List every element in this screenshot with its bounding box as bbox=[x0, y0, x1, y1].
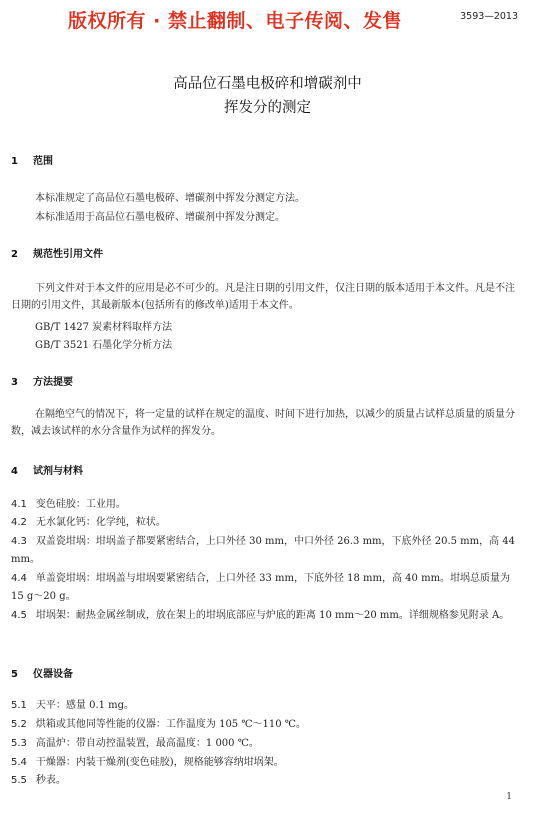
equipment-item bbox=[11, 754, 523, 772]
section-number: 5 bbox=[11, 669, 18, 680]
material-item bbox=[11, 496, 523, 514]
section-3-heading bbox=[11, 373, 73, 388]
item-text: 双盖瓷坩埚：坩埚盖子都要紧密结合，上口外径 30 mm，中口外径 26.3 mm，下底外径 20.5 mm，高 44 mm。 bbox=[11, 536, 516, 565]
section-2-heading bbox=[11, 245, 103, 260]
item-number: 4.2 bbox=[11, 517, 27, 528]
item-number: 4.1 bbox=[11, 499, 27, 510]
material-item bbox=[11, 514, 523, 532]
item-text: 高温炉：带自动控温装置，最高温度：1 000 ℃。 bbox=[35, 738, 259, 749]
section-1-heading bbox=[11, 152, 53, 167]
item-number: 5.5 bbox=[11, 775, 27, 786]
document-title-line-1: 高品位石墨电极碎和增碳剂中 bbox=[173, 76, 362, 92]
item-number: 5.1 bbox=[11, 700, 27, 711]
item-text: 干燥器：内装干燥剂(变色硅胶)，规格能够容纳坩埚架。 bbox=[35, 757, 284, 768]
watermark-banner: 版权所有 · 禁止翻制、电子传阅、发售 bbox=[68, 10, 402, 32]
section-title: 方法提要 bbox=[33, 377, 73, 388]
item-text: 坩埚架：耐热金属丝制成，放在架上的坩埚底部应与炉底的距离 10 mm～20 mm。详细规格参见附录 A。 bbox=[35, 610, 510, 621]
equipment-item bbox=[11, 735, 523, 753]
item-number: 5.3 bbox=[11, 738, 27, 749]
equipment-item bbox=[11, 772, 523, 790]
item-number: 4.4 bbox=[11, 573, 27, 584]
reference-item: GB/T 1427 炭素材料取样方法 bbox=[35, 322, 173, 333]
scope-paragraph-2: 本标准适用于高品位石墨电极碎、增碳剂中挥发分测定。 bbox=[35, 212, 285, 223]
section-title: 规范性引用文件 bbox=[33, 249, 103, 260]
equipment-item bbox=[11, 697, 523, 715]
section-number: 1 bbox=[11, 156, 18, 167]
section-title: 仪器设备 bbox=[33, 669, 73, 680]
scope-paragraph-1: 本标准规定了高品位石墨电极碎、增碳剂中挥发分测定方法。 bbox=[35, 193, 305, 204]
item-text: 单盖瓷坩埚：坩埚盖与坩埚要紧密结合，上口外径 33 mm，下底外径 18 mm，高 40 mm。坩埚总质量为 15 g～20 g。 bbox=[11, 573, 511, 602]
section-number: 4 bbox=[11, 466, 18, 477]
standard-number: 3593—2013 bbox=[460, 11, 518, 22]
page-number: 1 bbox=[506, 792, 512, 802]
material-item bbox=[11, 533, 523, 569]
item-text: 烘箱或其他同等性能的仪器：工作温度为 105 ℃～110 ℃。 bbox=[35, 719, 306, 730]
item-number: 5.4 bbox=[11, 757, 27, 768]
principle-paragraph: 在隔绝空气的情况下，将一定量的试样在规定的温度、时间下进行加热，以减少的质量占试样总质量的质量分数，减去该试样的水分含量作为试样的挥发分。 bbox=[11, 409, 515, 437]
item-text: 天平：感量 0.1 mg。 bbox=[35, 700, 135, 711]
item-text: 秒表。 bbox=[35, 775, 66, 786]
item-number: 5.2 bbox=[11, 719, 27, 730]
section-number: 3 bbox=[11, 377, 18, 388]
references-intro: 下列文件对于本文件的应用是必不可少的。凡是注日期的引用文件，仅注日期的版本适用于本文件。凡是不注日期的引用文件，其最新版本(包括所有的修改单)适用于本文件。 bbox=[11, 283, 515, 311]
item-number: 4.5 bbox=[11, 610, 27, 621]
section-title: 试剂与材料 bbox=[33, 466, 83, 477]
section-4-heading bbox=[11, 462, 83, 477]
document-title-line-2: 挥发分的测定 bbox=[224, 100, 311, 116]
item-text: 变色硅胶：工业用。 bbox=[35, 499, 126, 510]
reference-item: GB/T 3521 石墨化学分析方法 bbox=[35, 340, 173, 351]
material-item bbox=[11, 570, 523, 606]
material-item bbox=[11, 607, 523, 625]
item-number: 4.3 bbox=[11, 536, 27, 547]
equipment-item bbox=[11, 716, 523, 734]
section-5-heading bbox=[11, 665, 73, 680]
section-number: 2 bbox=[11, 249, 18, 260]
section-title: 范围 bbox=[33, 156, 53, 167]
item-text: 无水氯化钙：化学纯，粒状。 bbox=[35, 517, 166, 528]
